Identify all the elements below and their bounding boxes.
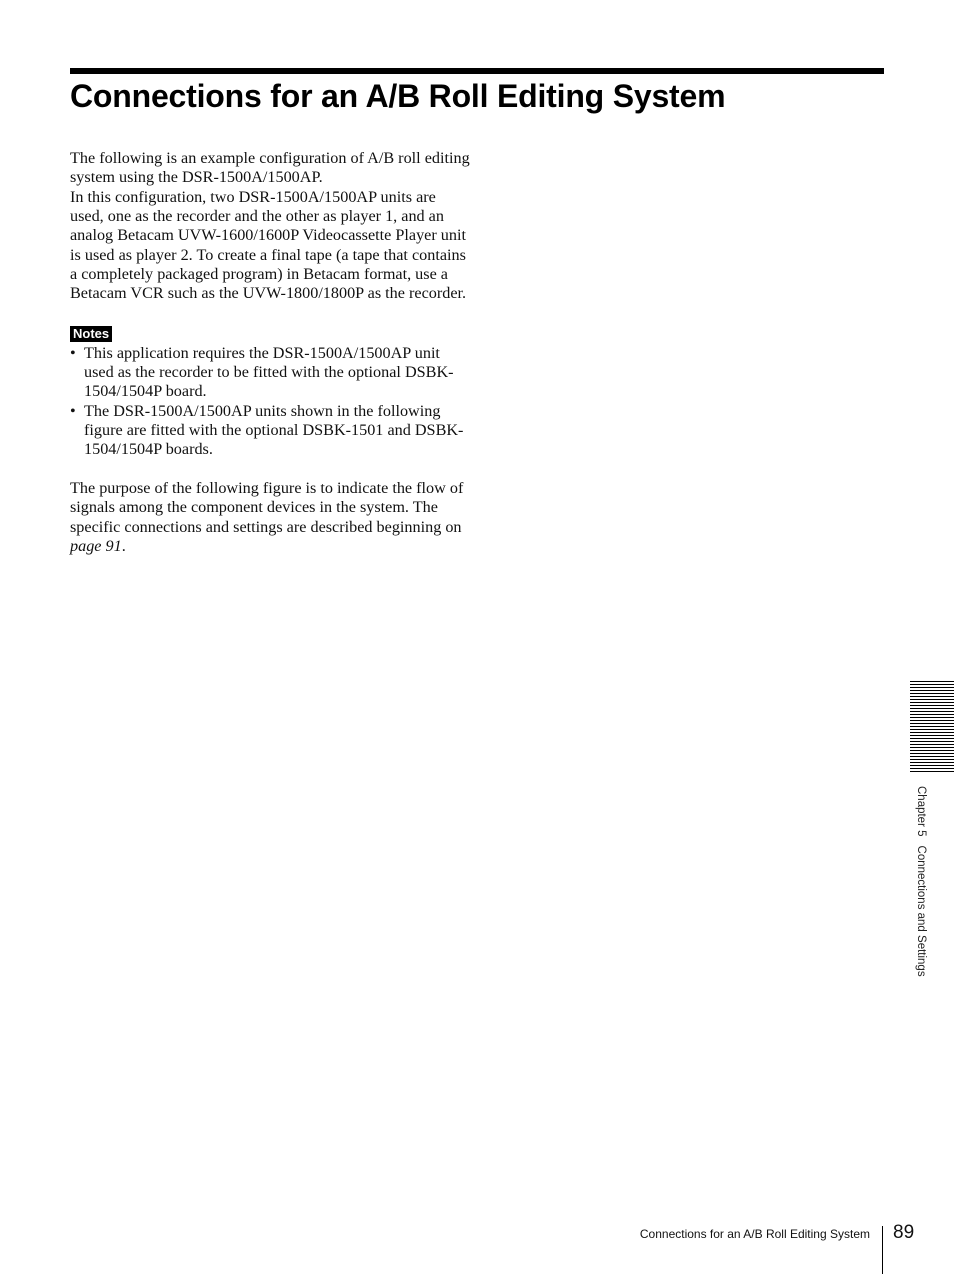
intro-paragraph-2: In this configuration, two DSR-1500A/1500AP units are used, one as the recorder and the other as player 1, and an analog Betacam UVW-1600/1600P Videocassette Player unit is used as player 2. To create a final tape (a tape that contains a completely packaged program) in Betacam format, use a Betacam VCR such as the UVW-1800/1800P as the recorder. xyxy=(70,187,467,303)
title-rule xyxy=(70,68,884,74)
page-title: Connections for an A/B Roll Editing System xyxy=(70,78,726,114)
spacer xyxy=(70,304,470,324)
chapter-side-label xyxy=(914,786,927,986)
note-item xyxy=(70,344,470,402)
note-text: The DSR-1500A/1500AP units shown in the following figure are fitted with the optional DSBK-1501 and DSBK-1504/1504P boards. xyxy=(84,401,464,459)
note-item xyxy=(70,402,470,460)
footer-divider xyxy=(882,1226,883,1274)
bullet-icon: • xyxy=(70,401,76,420)
page-reference-link[interactable]: page 91 xyxy=(70,536,122,555)
page-number: 89 xyxy=(893,1222,915,1243)
notes-badge: Notes xyxy=(70,326,112,342)
intro-paragraph-1: The following is an example configuration of A/B roll editing system using the DSR-1500A/1500AP. xyxy=(70,149,470,187)
purpose-text: The purpose of the following figure is to indicate the flow of signals among the component devices in the system. The specific connections and settings are described beginning on xyxy=(70,478,464,536)
chapter-number: Chapter 5 xyxy=(915,786,927,837)
body-column xyxy=(70,149,470,556)
purpose-end: . xyxy=(121,536,126,555)
footer-section-title: Connections for an A/B Roll Editing System xyxy=(639,1227,870,1241)
bullet-icon: • xyxy=(70,343,76,362)
chapter-tab-stripes xyxy=(910,681,954,774)
chapter-title: Connections and Settings xyxy=(915,845,927,977)
note-text: This application requires the DSR-1500A/1500AP unit used as the recorder to be fitted with the optional DSBK-1504/1504P board. xyxy=(84,343,454,401)
notes-list xyxy=(70,344,470,460)
spacer xyxy=(70,460,470,479)
purpose-paragraph xyxy=(70,479,470,556)
